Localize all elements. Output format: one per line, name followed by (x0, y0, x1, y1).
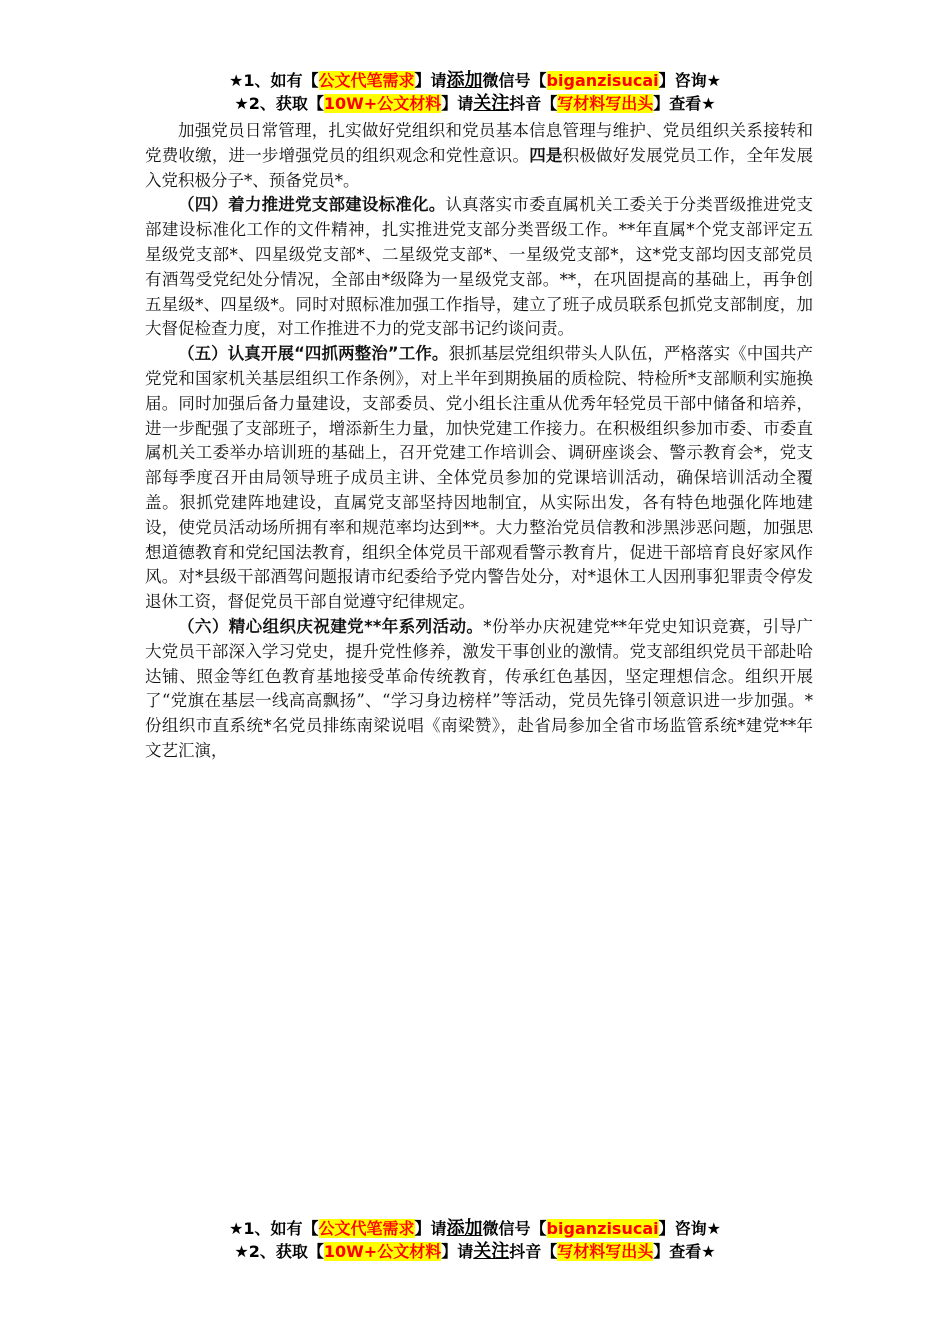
banner-text: 】咨询★ (658, 1219, 721, 1238)
banner-line-1 (0, 69, 950, 92)
paragraph-text: 加强党员日常管理，扎实做好党组织和党员基本信息管理与维护、党员组织关系接转和党费收缴，进一步增强党员的组织观念和党性意识。 (145, 121, 813, 165)
banner-text: 】查看★ (653, 1242, 716, 1261)
banner-text: 】请 (414, 1219, 447, 1238)
banner-underlined-text: 关注 (473, 93, 510, 114)
banner-line-2 (0, 92, 950, 115)
banner-highlight: 10W+公文材料 (323, 94, 442, 113)
banner-text: 微信号【 (482, 71, 547, 90)
paragraph (145, 119, 813, 193)
banner-douyin-id: 写材料写出头 (557, 94, 654, 113)
banner-underlined-text: 添加 (446, 70, 483, 91)
paragraph-bold-text: 四是 (529, 145, 563, 165)
banner-text: 微信号【 (482, 1219, 547, 1238)
banner-text: ★2、获取【 (234, 1242, 324, 1261)
banner-wechat-id: biganzisucai (546, 1219, 659, 1238)
banner-highlight: 公文代笔需求 (318, 71, 415, 90)
banner-douyin-id: 写材料写出头 (557, 1242, 654, 1261)
banner-line-2 (0, 1240, 950, 1263)
paragraph-text: 认真落实市委直属机关工委关于分类晋级推进党支部建设标准化工作的文件精神，扎实推进党支部分类晋级工作。**年直属*个党支部评定五星级党支部*、四星级党支部*、二星级党支部*、一星级党支部*，这*党支部均因支部党员有酒驾受党纪处分情况，全部由*级降为一星级党支部。**，在巩固提高的基础上，再争创五星级*、四星级*。同时对照标准加强工作指导，建立了班子成员联系包抓党支部制度，加大督促检查力度，对工作推进不力的党支部书记约谈问责。 (145, 195, 814, 339)
banner-wechat-id: biganzisucai (546, 71, 659, 90)
banner-text: ★2、获取【 (234, 94, 324, 113)
section-heading: （四）着力推进党支部建设标准化。 (178, 195, 446, 215)
paragraph-text: 积极做好发展党员工作，全年发展入党积极分子*、预备党员*。 (145, 145, 814, 190)
paragraph (145, 615, 813, 764)
banner-text: 】咨询★ (658, 71, 721, 90)
banner-text: ★1、如有【 (229, 71, 319, 90)
banner-text: 抖音【 (509, 1242, 558, 1261)
document-body (145, 119, 813, 764)
banner-text: 】请 (441, 94, 474, 113)
paragraph (145, 193, 813, 342)
paragraph-text: *份举办庆祝建党**年党史知识竞赛，引导广大党员干部深入学习党史，提升党性修养，激发干事创业的激情。党支部组织党员干部赴哈达铺、照金等红色教育基地接受革命传统教育，传承红色基因，坚定理想信念。组织开展了“党旗在基层一线高高飘扬”、“学习身边榜样”等活动，党员先锋引领意识进一步加强。*份组织市直系统*名党员排练南梁说唱《南梁赞》，赴省局参加全省市场监管系统*建党**年文艺汇演， (145, 616, 813, 760)
banner-text: 】查看★ (653, 94, 716, 113)
banner-text: 】请 (441, 1242, 474, 1261)
section-heading: （六）精心组织庆祝建党**年系列活动。 (178, 616, 484, 636)
banner-highlight: 公文代笔需求 (318, 1219, 415, 1238)
header-banner (0, 69, 950, 115)
footer-banner (0, 1217, 950, 1263)
paragraph (145, 342, 813, 615)
banner-underlined-text: 添加 (446, 1218, 483, 1239)
banner-text: 抖音【 (509, 94, 558, 113)
banner-line-1 (0, 1217, 950, 1240)
paragraph-text: 狠抓基层党组织带头人队伍，严格落实《中国共产党党和国家机关基层组织工作条例》，对上半年到期换届的质检院、特检所*支部顺利实施换届。同时加强后备力量建设，支部委员、党小组长注重从优秀年轻党员干部中储备和培养，进一步配强了支部班子，增添新生力量，加快党建工作接力。在积极组织参加市委、市委直属机关工委举办培训班的基础上，召开党建工作培训会、调研座谈会、警示教育会*，党支部每季度召开由局领导班子成员主讲、全体党员参加的党课培训活动，确保培训活动全覆盖。狠抓党建阵地建设，直属党支部坚持因地制宜，从实际出发，各有特色地强化阵地建设，使党员活动场所拥有率和规范率均达到**。大力整治党员信教和涉黑涉恶问题，加强思想道德教育和党纪国法教育，组织全体党员干部观看警示教育片，促进干部培育良好家风作风。对*县级干部酒驾问题报请市纪委给予党内警告处分，对*退休工人因刑事犯罪责令停发退休工资，督促党员干部自觉遵守纪律规定。 (145, 344, 813, 612)
banner-text: ★1、如有【 (229, 1219, 319, 1238)
section-heading: （五）认真开展“四抓两整治”工作。 (178, 344, 449, 364)
banner-underlined-text: 关注 (473, 1241, 510, 1262)
banner-highlight: 10W+公文材料 (323, 1242, 442, 1261)
banner-text: 】请 (414, 71, 447, 90)
